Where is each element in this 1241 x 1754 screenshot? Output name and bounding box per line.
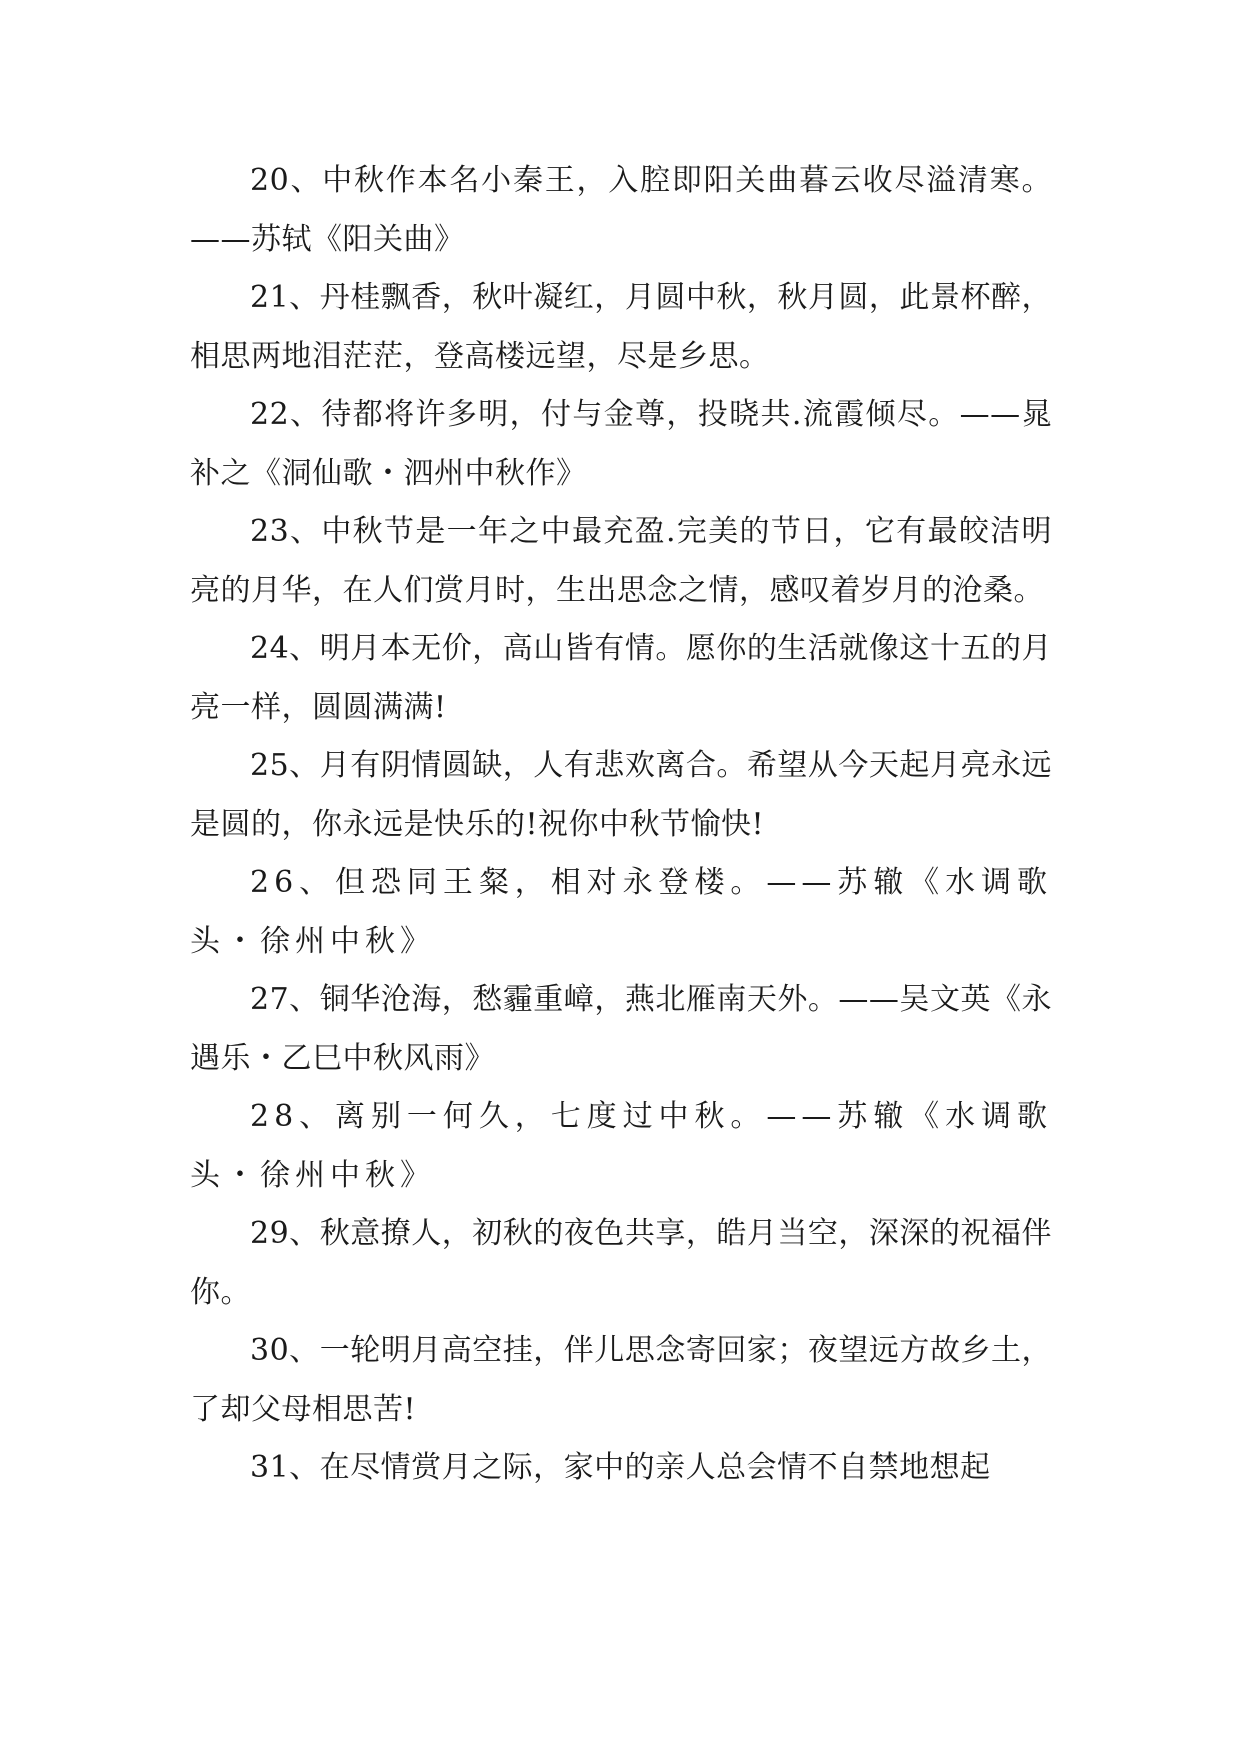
document-body bbox=[190, 152, 1052, 1498]
paragraph-29: 29、秋意撩人，初秋的夜色共享，皓月当空，深深的祝福伴你。 bbox=[190, 1216, 1052, 1310]
paragraph-24: 24、明月本无价，高山皆有情。愿你的生活就像这十五的月亮一样，圆圆满满! bbox=[190, 631, 1052, 725]
paragraph-31: 31、在尽情赏月之际，家中的亲人总会情不自禁地想起 bbox=[250, 1450, 991, 1485]
paragraph-30: 30、一轮明月高空挂，伴儿思念寄回家；夜望远方故乡土，了却父母相思苦! bbox=[190, 1333, 1052, 1427]
paragraph-21: 21、丹桂飘香，秋叶凝红，月圆中秋，秋月圆，此景杯醉，相思两地泪茫茫，登高楼远望，尽是乡思。 bbox=[190, 280, 1052, 374]
paragraph-26: 26、但恐同王粲，相对永登楼。——苏辙《水调歌头・徐州中秋》 bbox=[190, 865, 1052, 959]
paragraph-23: 23、中秋节是一年之中最充盈.完美的节日，它有最皎洁明亮的月华，在人们赏月时，生出思念之情，感叹着岁月的沧桑。 bbox=[190, 514, 1052, 608]
paragraph-28: 28、离别一何久，七度过中秋。——苏辙《水调歌头・徐州中秋》 bbox=[190, 1099, 1052, 1193]
paragraph-25: 25、月有阴情圆缺，人有悲欢离合。希望从今天起月亮永远是圆的，你永远是快乐的!祝你中秋节愉快! bbox=[190, 748, 1052, 842]
paragraph-22: 22、待都将许多明，付与金尊，投晓共.流霞倾尽。——晁补之《洞仙歌・泗州中秋作》 bbox=[190, 397, 1052, 491]
paragraph-27: 27、铜华沧海，愁霾重嶂，燕北雁南天外。——吴文英《永遇乐・乙巳中秋风雨》 bbox=[190, 982, 1052, 1076]
paragraph-20: 20、中秋作本名小秦王，入腔即阳关曲暮云收尽溢清寒。——苏轼《阳关曲》 bbox=[190, 163, 1052, 257]
